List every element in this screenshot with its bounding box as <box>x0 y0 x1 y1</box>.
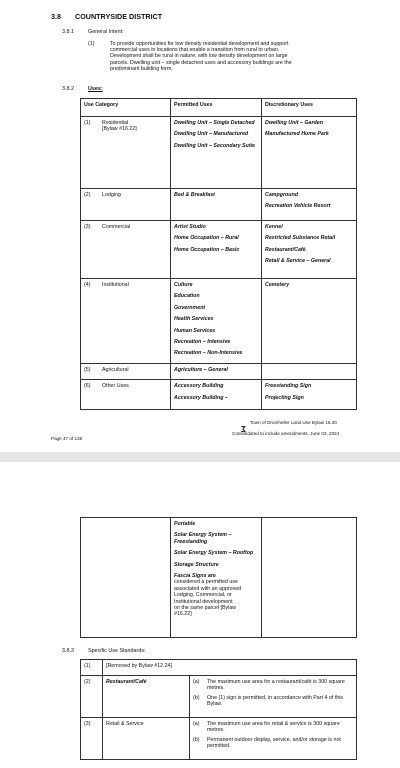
discretionary-use: Restaurant/Café <box>265 246 306 253</box>
category-note: [Bylaw #16.22] <box>102 126 137 133</box>
fascia-sign-note <box>174 573 257 618</box>
row-number: (1) <box>84 120 91 126</box>
permitted-use: Portable <box>174 521 196 527</box>
discretionary-use: Projecting Sign <box>265 394 304 401</box>
intent-line: commercial uses in locations that enable a transition from rural to urban. <box>110 47 280 54</box>
table-row <box>81 363 357 379</box>
permitted-use: Human Services <box>174 327 216 334</box>
table-header-row <box>81 99 357 117</box>
table-row <box>81 660 357 676</box>
subsection-label: Specific Use Standards: <box>88 648 146 654</box>
discretionary-use: Manufactured Home Park <box>265 131 329 138</box>
permitted-use: Dwelling Unit – Secondary Suite <box>174 142 255 149</box>
permitted-use: Dwelling Unit – Manufactured <box>174 131 249 138</box>
table-row <box>81 518 357 638</box>
permitted-use: Home Occupation – Basic <box>174 246 240 253</box>
standards-cell <box>190 676 357 718</box>
discretionary-use: Retail & Service – General <box>265 258 331 265</box>
discretionary-cell <box>262 189 357 221</box>
footer-document-title: Town of Drumheller Land Use Bylaw 16.20 <box>250 420 337 425</box>
note-line: Fascia Signs are <box>174 573 216 580</box>
row-number: (6) <box>84 383 91 390</box>
discretionary-use: Campground <box>265 192 298 198</box>
intent-line: To provide opportunities for low density residential development and support <box>110 41 289 47</box>
discretionary-cell <box>262 380 357 410</box>
row-number: (5) <box>84 366 91 373</box>
section-title: COUNTRYSIDE DISTRICT <box>75 12 163 21</box>
page-number: Page 47 of 136 <box>51 436 83 441</box>
item-text: One (1) sign is permitted, in accordance with Part 4 of this Bylaw. <box>207 694 344 708</box>
permitted-use: Artist Studio <box>174 224 206 230</box>
permitted-use: Health Services <box>174 316 214 323</box>
item-text: The maximum use area for a restaurant/café is 300 square metres. <box>207 679 345 692</box>
subsection-label: General Intent: <box>88 29 124 35</box>
permitted-cell <box>171 380 262 410</box>
permitted-use: Accessory Building – <box>174 394 228 401</box>
row-number: (2) <box>84 192 91 198</box>
discretionary-cell <box>262 279 357 364</box>
note-line: Institutional development <box>174 598 233 605</box>
standard-item <box>193 721 353 734</box>
permitted-cell <box>171 279 262 364</box>
use-category-cell <box>81 363 171 379</box>
note-line: #16.22] <box>174 611 192 618</box>
standard-item <box>193 695 353 708</box>
intent-paragraph <box>110 41 360 72</box>
discretionary-use: Recreation Vehicle Resort <box>265 203 331 210</box>
table-row <box>81 279 357 364</box>
uses-subsection-label: Uses: <box>88 86 103 92</box>
category-name: Other Uses <box>102 383 129 390</box>
use-name: Restaurant/Café <box>103 676 190 718</box>
discretionary-use: Freestanding Sign <box>265 383 312 390</box>
table-row <box>81 221 357 279</box>
row-number: (4) <box>84 282 91 288</box>
discretionary-cell <box>262 117 357 189</box>
permitted-use: Bed & Breakfast <box>174 192 215 198</box>
note-line: associated with an approved <box>174 585 242 592</box>
row-number: (3) <box>84 224 91 230</box>
discretionary-use: Kennel <box>265 224 283 230</box>
use-category-cell <box>81 117 171 189</box>
use-category-cell <box>81 221 171 279</box>
permitted-use: Government <box>174 304 206 311</box>
standard-item <box>193 679 353 692</box>
document-page-48 <box>0 462 400 768</box>
section-number: 3.8 <box>51 12 61 21</box>
intent-line: predominant building form. <box>110 65 173 72</box>
uses-subsection-number: 3.8.2 <box>62 86 74 92</box>
note-line: Lodging, Commercial, or <box>174 592 232 599</box>
table-row <box>81 380 357 410</box>
category-name: Lodging <box>102 192 121 198</box>
subsection-number: 3.8.1 <box>62 29 74 35</box>
discretionary-use: Cemetery <box>265 282 290 288</box>
use-name: Retail & Service <box>103 718 190 760</box>
discretionary-use: Restricted Substance Retail <box>265 235 336 242</box>
permitted-cell <box>171 518 262 638</box>
discretionary-use: Dwelling Unit – Garden <box>265 120 323 126</box>
permitted-use: Education <box>174 293 200 300</box>
subsection-number: 3.8.3 <box>62 648 74 654</box>
item-letter: (a) <box>193 679 200 685</box>
use-standards-table <box>80 659 357 760</box>
permitted-use: Accessory Building <box>174 383 224 390</box>
header-permitted-uses: Permitted Uses <box>171 99 262 117</box>
intent-item-number: (1) <box>88 41 95 47</box>
permitted-use: Solar Energy System – Rooftop <box>174 550 254 557</box>
category-label <box>102 120 137 133</box>
category-name: Residential <box>102 120 129 126</box>
table-row <box>81 189 357 221</box>
permitted-cell <box>171 117 262 189</box>
permitted-cell <box>171 363 262 379</box>
use-category-cell <box>81 279 171 364</box>
item-letter: (b) <box>193 694 200 701</box>
standard-item <box>193 737 353 750</box>
standards-cell <box>190 718 357 760</box>
use-category-cell <box>81 518 171 638</box>
table-row <box>81 718 357 760</box>
permitted-cell <box>171 221 262 279</box>
category-name: Institutional <box>102 282 129 288</box>
discretionary-cell <box>262 221 357 279</box>
use-category-cell <box>81 380 171 410</box>
item-text: Permanent outdoor display, service, and/or storage is not permitted. <box>207 736 341 750</box>
uses-table <box>80 98 357 410</box>
table-row <box>81 117 357 189</box>
note-line: on the same parcel [Bylaw <box>174 605 237 612</box>
header-discretionary-uses: Discretionary Uses <box>262 99 357 117</box>
permitted-use: Dwelling Unit – Single Detached <box>174 120 255 126</box>
item-letter: (a) <box>193 721 200 727</box>
row-number: (2) <box>81 676 103 718</box>
category-name: Commercial <box>102 224 131 230</box>
table-row <box>81 676 357 718</box>
discretionary-cell <box>262 363 357 379</box>
uses-table-continued <box>80 517 357 638</box>
permitted-use: Recreation – Intensive <box>174 339 231 346</box>
footer-consolidated-note: Consolidated to include amendments, June 03, 2024 <box>232 431 340 436</box>
permitted-use: Storage Structure <box>174 561 219 568</box>
permitted-use: Culture <box>174 282 193 288</box>
item-letter: (b) <box>193 736 200 743</box>
row-number: (1) <box>81 660 103 676</box>
row-number: (3) <box>81 718 103 760</box>
permitted-cell <box>171 189 262 221</box>
use-name: [Removed by Bylaw #12.24] <box>103 660 357 676</box>
intent-line: Development shall be rural in nature, with low density development on large <box>110 53 288 60</box>
permitted-use: Agriculture – General <box>174 366 228 373</box>
discretionary-cell <box>262 518 357 638</box>
item-text: The maximum use area for retail & service is 300 square metres. <box>207 721 340 734</box>
use-category-cell <box>81 189 171 221</box>
category-name: Agricultural <box>102 366 129 373</box>
intent-line: parcels. Dwelling unit – single detached uses and accessory buildings are the <box>110 59 292 66</box>
permitted-use: Solar Energy System – Freestanding <box>174 532 232 545</box>
permitted-use: Recreation – Non-Intensive <box>174 350 243 357</box>
permitted-use: Home Occupation – Rural <box>174 235 239 242</box>
note-line: considered a permitted use <box>174 579 238 586</box>
header-use-category: Use Category <box>81 99 171 117</box>
